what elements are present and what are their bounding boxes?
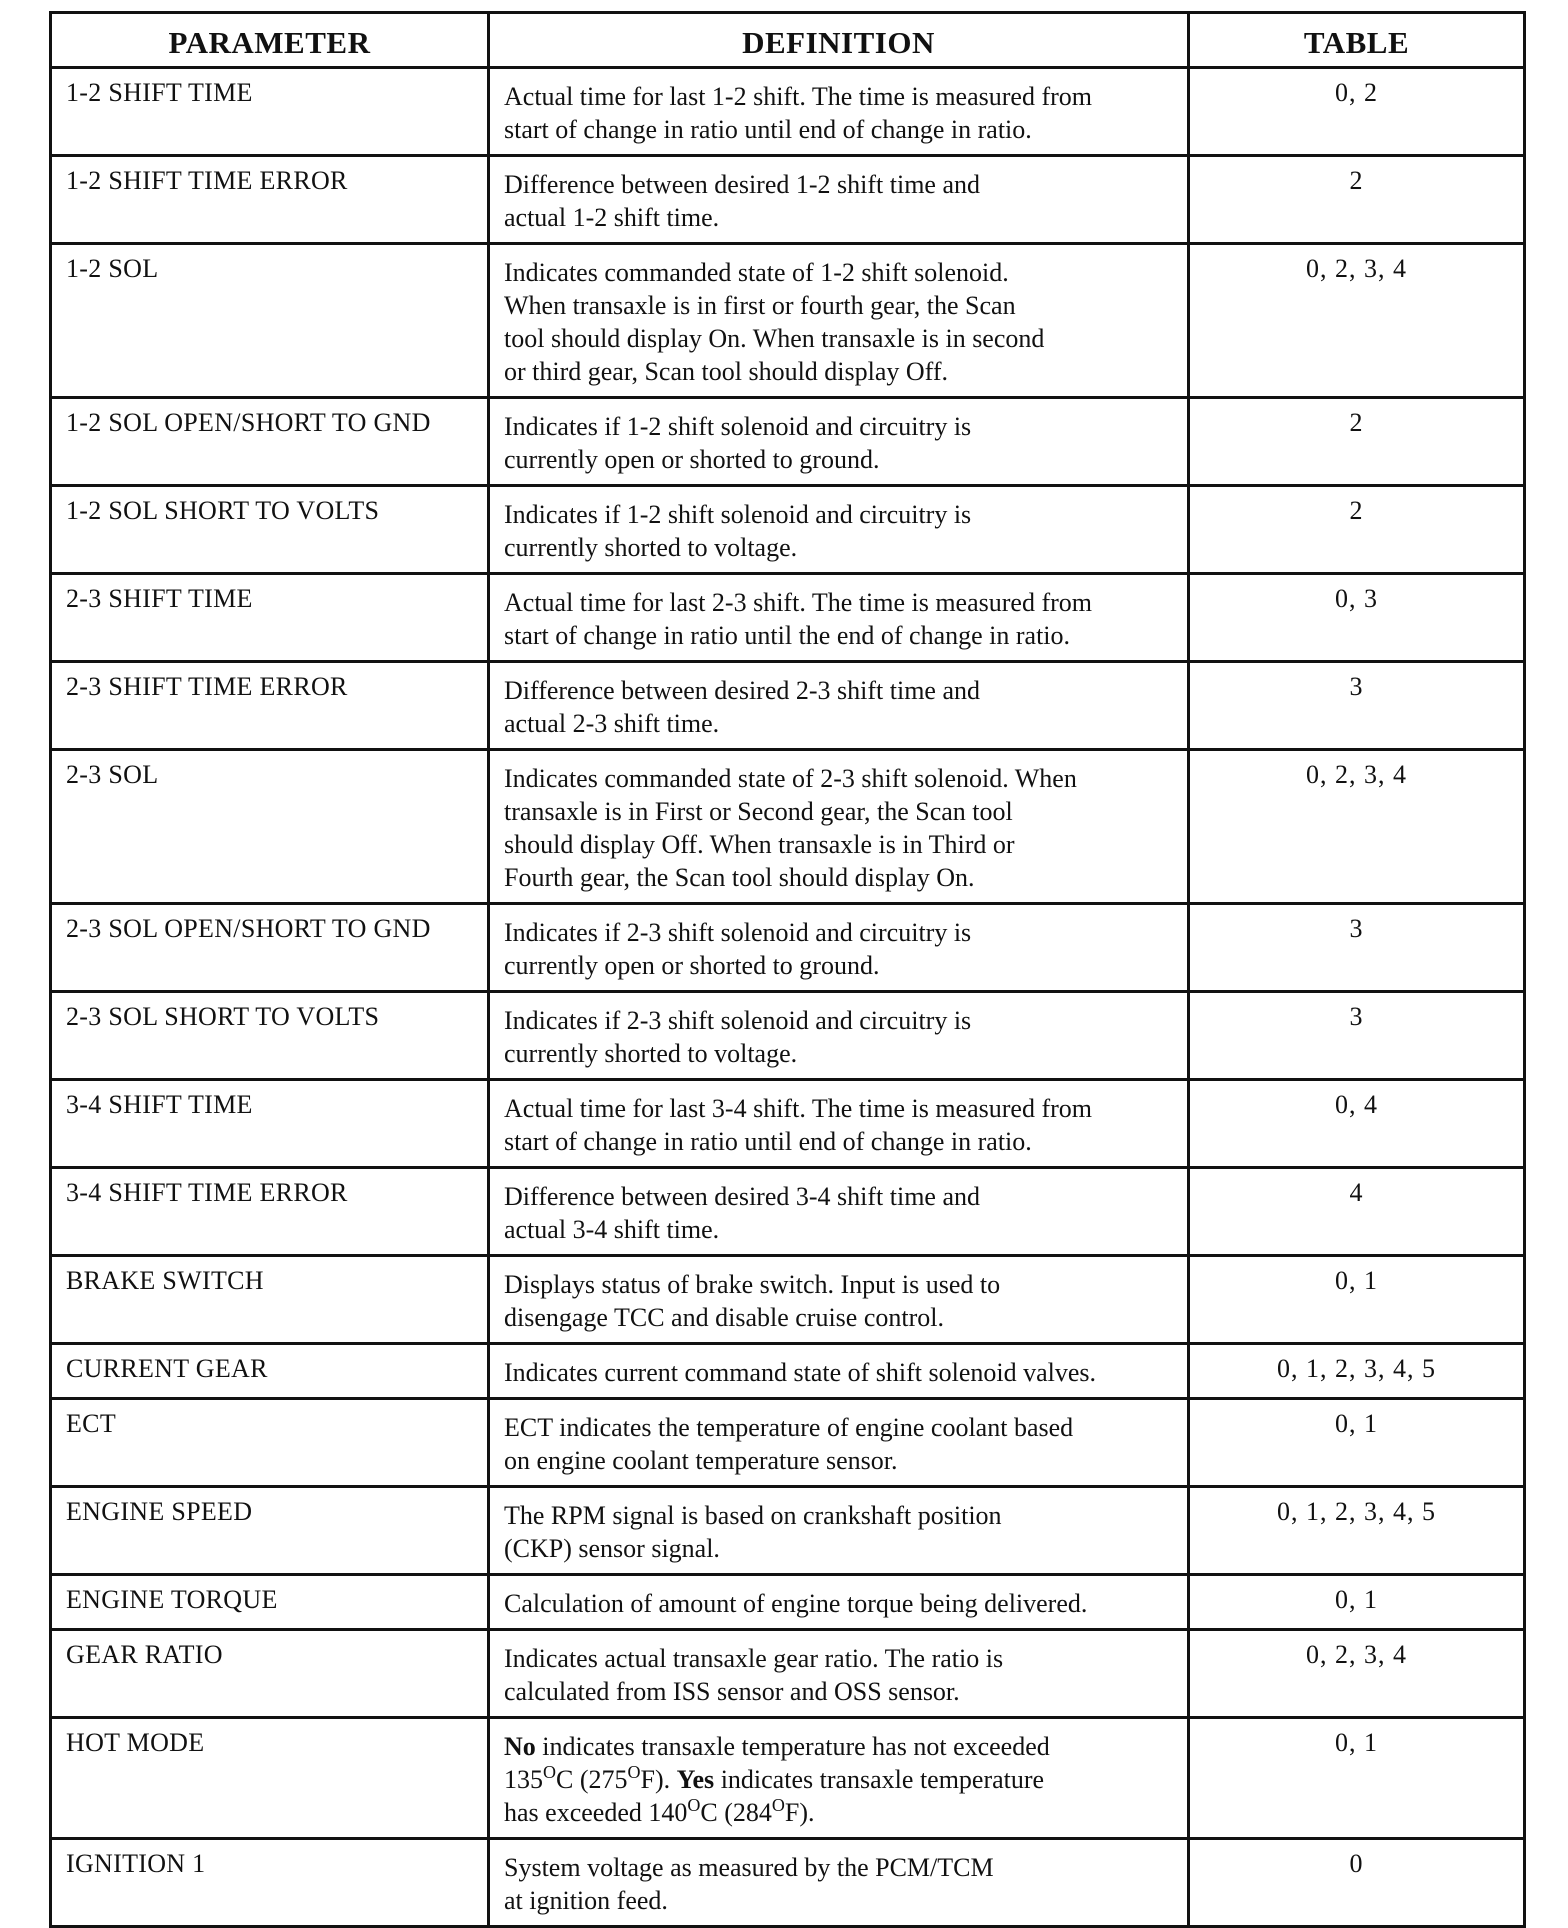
- definition-cell: [489, 904, 1189, 992]
- definition-cell: [489, 750, 1189, 904]
- table-ref-cell: 3: [1189, 662, 1525, 750]
- table-row: [51, 1718, 1525, 1839]
- parameter-cell: ENGINE SPEED: [51, 1487, 489, 1575]
- definition-line: start of change in ratio until end of change in ratio.: [504, 1127, 1032, 1156]
- definition-line: (CKP) sensor signal.: [504, 1534, 720, 1563]
- definition-cell: [489, 244, 1189, 398]
- definition-line: Actual time for last 1-2 shift. The time is measured from: [504, 82, 1092, 111]
- definition-line: Actual time for last 3-4 shift. The time is measured from: [504, 1094, 1092, 1123]
- table-ref-cell: 0, 1, 2, 3, 4, 5: [1189, 1344, 1525, 1399]
- definition-cell: [489, 1630, 1189, 1718]
- definition-line: System voltage as measured by the PCM/TCM: [504, 1853, 994, 1882]
- keyword-no: No: [504, 1732, 536, 1761]
- definition-line: Difference between desired 3-4 shift time and: [504, 1182, 980, 1211]
- degree-symbol: O: [771, 1795, 785, 1815]
- table-row: [51, 1399, 1525, 1487]
- definition-cell: [489, 398, 1189, 486]
- definition-cell: [489, 1487, 1189, 1575]
- definition-line: Indicates if 2-3 shift solenoid and circuitry is: [504, 918, 972, 947]
- definition-cell: [489, 1718, 1189, 1839]
- definition-line: currently shorted to voltage.: [504, 1039, 798, 1068]
- table-row: [51, 574, 1525, 662]
- parameter-cell: 3-4 SHIFT TIME ERROR: [51, 1168, 489, 1256]
- definition-line: Indicates if 1-2 shift solenoid and circuitry is: [504, 412, 972, 441]
- table-ref-cell: 0, 4: [1189, 1080, 1525, 1168]
- table-row: [51, 486, 1525, 574]
- definition-line: [504, 1730, 1177, 1763]
- degree-symbol: O: [627, 1762, 641, 1782]
- definition-text: indicates transaxle temperature has not exceeded: [535, 1732, 1050, 1761]
- definition-line: at ignition feed.: [504, 1886, 668, 1915]
- table-row: [51, 992, 1525, 1080]
- definition-line: tool should display On. When transaxle is in second: [504, 324, 1045, 353]
- definition-line: Fourth gear, the Scan tool should display On.: [504, 863, 975, 892]
- table-ref-cell: 0, 1: [1189, 1399, 1525, 1487]
- definition-line: start of change in ratio until end of change in ratio.: [504, 115, 1032, 144]
- parameter-cell: 1-2 SOL OPEN/SHORT TO GND: [51, 398, 489, 486]
- definition-cell: [489, 992, 1189, 1080]
- definition-line: actual 3-4 shift time.: [504, 1215, 720, 1244]
- definition-cell: [489, 1168, 1189, 1256]
- definition-line: or third gear, Scan tool should display Off.: [504, 357, 949, 386]
- parameter-cell: CURRENT GEAR: [51, 1344, 489, 1399]
- table-ref-cell: 0, 1: [1189, 1575, 1525, 1630]
- definition-cell: [489, 574, 1189, 662]
- definition-cell: [489, 156, 1189, 244]
- table-row: [51, 156, 1525, 244]
- definition-line: [504, 1796, 1177, 1829]
- definition-cell: [489, 1575, 1189, 1630]
- table-ref-cell: 0, 1: [1189, 1718, 1525, 1839]
- table-ref-cell: 2: [1189, 486, 1525, 574]
- definition-line: start of change in ratio until the end of change in ratio.: [504, 621, 1071, 650]
- definition-line: currently shorted to voltage.: [504, 533, 798, 562]
- table-row: [51, 1630, 1525, 1718]
- definition-line: Indicates commanded state of 1-2 shift solenoid.: [504, 258, 1009, 287]
- table-ref-cell: 0, 2, 3, 4: [1189, 750, 1525, 904]
- definition-line: Indicates commanded state of 2-3 shift solenoid. When: [504, 764, 1077, 793]
- table-row: [51, 1168, 1525, 1256]
- parameter-cell: 1-2 SHIFT TIME: [51, 68, 489, 156]
- degree-symbol: O: [687, 1795, 701, 1815]
- table-ref-cell: 0: [1189, 1839, 1525, 1927]
- table-ref-cell: 2: [1189, 156, 1525, 244]
- parameter-cell: HOT MODE: [51, 1718, 489, 1839]
- definition-line: [504, 1763, 1177, 1796]
- parameter-cell: 1-2 SOL: [51, 244, 489, 398]
- definition-line: When transaxle is in first or fourth gear, the Scan: [504, 291, 1016, 320]
- parameter-cell: 1-2 SHIFT TIME ERROR: [51, 156, 489, 244]
- definition-line: The RPM signal is based on crankshaft position: [504, 1501, 1002, 1530]
- table-row: [51, 68, 1525, 156]
- parameter-cell: ENGINE TORQUE: [51, 1575, 489, 1630]
- table-row: [51, 244, 1525, 398]
- table-ref-cell: 0, 2, 3, 4: [1189, 244, 1525, 398]
- definition-text: C (275: [556, 1765, 628, 1794]
- definition-line: Difference between desired 2-3 shift time and: [504, 676, 980, 705]
- parameter-cell: 1-2 SOL SHORT TO VOLTS: [51, 486, 489, 574]
- table-ref-cell: 0, 3: [1189, 574, 1525, 662]
- definition-line: calculated from ISS sensor and OSS sensor.: [504, 1677, 960, 1706]
- parameter-cell: 2-3 SOL: [51, 750, 489, 904]
- definition-line: Calculation of amount of engine torque being delivered.: [504, 1589, 1088, 1618]
- table-ref-cell: 4: [1189, 1168, 1525, 1256]
- table-ref-cell: 0, 2: [1189, 68, 1525, 156]
- definition-line: Indicates if 2-3 shift solenoid and circuitry is: [504, 1006, 972, 1035]
- definition-line: Indicates current command state of shift solenoid valves.: [504, 1358, 1097, 1387]
- table-ref-cell: 0, 1: [1189, 1256, 1525, 1344]
- table-row: [51, 750, 1525, 904]
- parameter-cell: 2-3 SHIFT TIME: [51, 574, 489, 662]
- table-row: [51, 1839, 1525, 1927]
- parameter-cell: 2-3 SHIFT TIME ERROR: [51, 662, 489, 750]
- table-ref-cell: 0, 1, 2, 3, 4, 5: [1189, 1487, 1525, 1575]
- definition-line: currently open or shorted to ground.: [504, 951, 880, 980]
- definition-text: has exceeded 140: [504, 1798, 688, 1827]
- parameter-cell: 2-3 SOL OPEN/SHORT TO GND: [51, 904, 489, 992]
- definition-text: F).: [640, 1765, 677, 1794]
- definition-cell: [489, 1839, 1189, 1927]
- definition-line: Actual time for last 2-3 shift. The time is measured from: [504, 588, 1092, 617]
- degree-symbol: O: [543, 1762, 556, 1782]
- table-ref-cell: 3: [1189, 904, 1525, 992]
- table-ref-cell: 2: [1189, 398, 1525, 486]
- definition-cell: [489, 1080, 1189, 1168]
- definition-line: actual 1-2 shift time.: [504, 203, 720, 232]
- table-row: [51, 662, 1525, 750]
- definition-line: transaxle is in First or Second gear, the Scan tool: [504, 797, 1013, 826]
- definition-line: Indicates if 1-2 shift solenoid and circuitry is: [504, 500, 972, 529]
- definition-cell: [489, 1399, 1189, 1487]
- definition-text: F).: [784, 1798, 815, 1827]
- header-definition: DEFINITION: [489, 13, 1189, 68]
- table-row: [51, 904, 1525, 992]
- parameter-cell: GEAR RATIO: [51, 1630, 489, 1718]
- definition-line: actual 2-3 shift time.: [504, 709, 720, 738]
- table-row: [51, 1487, 1525, 1575]
- definition-line: disengage TCC and disable cruise control.: [504, 1303, 944, 1332]
- definition-text: indicates transaxle temperature: [714, 1765, 1045, 1794]
- table-row: [51, 1344, 1525, 1399]
- definition-line: should display Off. When transaxle is in Third or: [504, 830, 1015, 859]
- definition-line: ECT indicates the temperature of engine coolant based: [504, 1413, 1074, 1442]
- parameter-table: [49, 11, 1526, 1928]
- keyword-yes: Yes: [676, 1765, 715, 1794]
- definition-cell: [489, 1256, 1189, 1344]
- parameter-cell: ECT: [51, 1399, 489, 1487]
- parameter-cell: BRAKE SWITCH: [51, 1256, 489, 1344]
- definition-line: Displays status of brake switch. Input is used to: [504, 1270, 1001, 1299]
- table-row: [51, 1575, 1525, 1630]
- definition-line: Indicates actual transaxle gear ratio. The ratio is: [504, 1644, 1004, 1673]
- header-table: TABLE: [1189, 13, 1525, 68]
- header-parameter: PARAMETER: [51, 13, 489, 68]
- parameter-cell: IGNITION 1: [51, 1839, 489, 1927]
- definition-cell: [489, 68, 1189, 156]
- parameter-cell: 3-4 SHIFT TIME: [51, 1080, 489, 1168]
- table-row: [51, 1256, 1525, 1344]
- definition-text: C (284: [700, 1798, 772, 1827]
- header-row: [51, 13, 1525, 68]
- definition-cell: [489, 662, 1189, 750]
- table-row: [51, 1080, 1525, 1168]
- definition-line: on engine coolant temperature sensor.: [504, 1446, 898, 1475]
- definition-line: Difference between desired 1-2 shift time and: [504, 170, 980, 199]
- table-ref-cell: 0, 2, 3, 4: [1189, 1630, 1525, 1718]
- table-row: [51, 398, 1525, 486]
- temperature-value: 135: [504, 1765, 543, 1794]
- definition-cell: [489, 1344, 1189, 1399]
- parameter-cell: 2-3 SOL SHORT TO VOLTS: [51, 992, 489, 1080]
- definition-cell: [489, 486, 1189, 574]
- definition-line: currently open or shorted to ground.: [504, 445, 880, 474]
- table-ref-cell: 3: [1189, 992, 1525, 1080]
